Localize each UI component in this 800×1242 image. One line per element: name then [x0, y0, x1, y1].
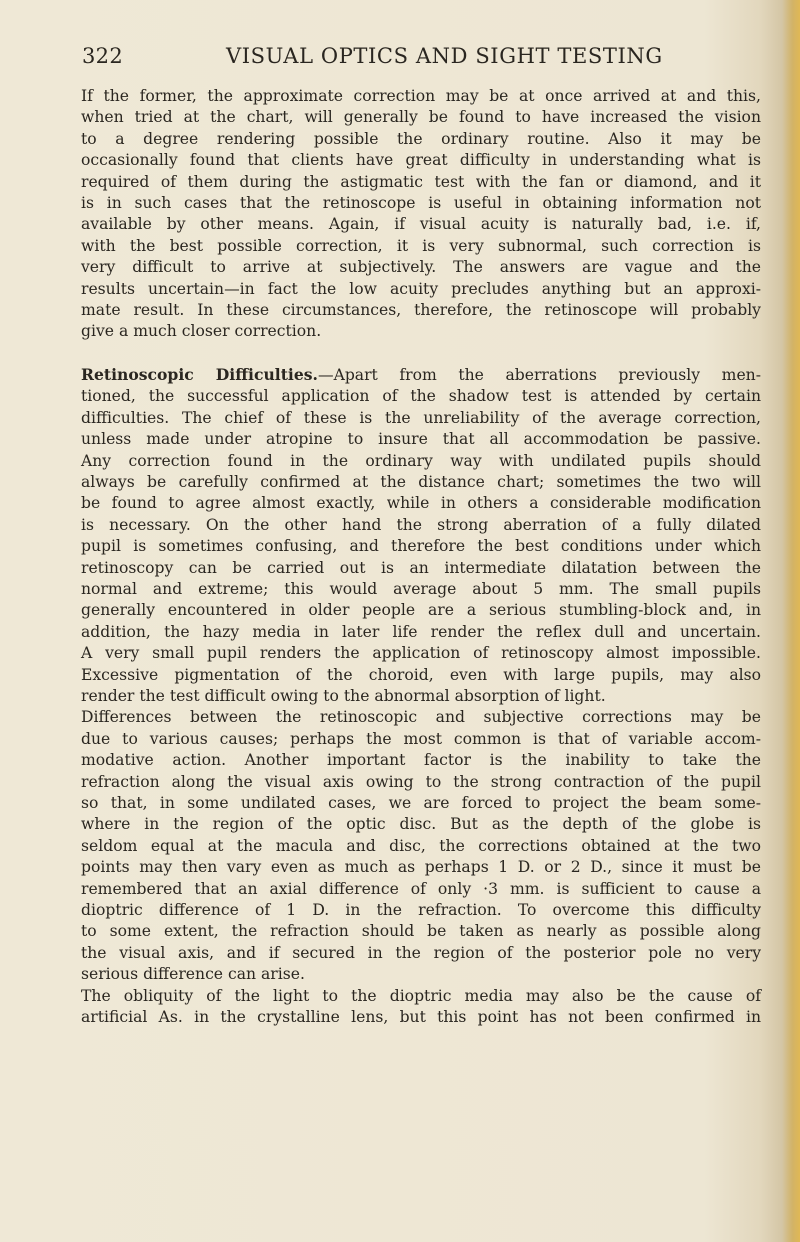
- text-line: Excessive pigmentation of the choroid, even with large pupils, may also: [81, 665, 761, 684]
- text-line: to a degree rendering possible the ordinary routine. Also it may be: [81, 129, 761, 148]
- paragraph-4: [81, 986, 761, 1029]
- text-line: so that, in some undilated cases, we are forced to project the beam some-: [81, 794, 761, 812]
- text-line: points may then vary even as much as perhaps 1 D. or 2 D., since it must be: [81, 858, 761, 877]
- text-line: occasionally found that clients have great difficulty in understanding what is: [81, 151, 761, 170]
- text-line: A very small pupil renders the application of retinoscopy almost impossible.: [81, 644, 761, 663]
- text-line: If the former, the approximate correction may be at once arrived at and this,: [81, 87, 761, 105]
- paragraph-3: [81, 707, 761, 985]
- page-edge-shading: [782, 0, 800, 1242]
- text-line: addition, the hazy media in later life render the reflex dull and uncertain.: [81, 622, 761, 641]
- text-line: due to various causes; perhaps the most common is that of variable accom-: [81, 729, 761, 748]
- text-line: is necessary. On the other hand the strong aberration of a fully dilated: [81, 515, 761, 534]
- text-line: dioptric difference of 1 D. in the refraction. To overcome this difficulty: [81, 901, 761, 920]
- paragraph-gap: [81, 343, 761, 364]
- text-line: where in the region of the optic disc. But as the depth of the globe is: [81, 815, 761, 834]
- text-line: tioned, the successful application of the shadow test is attended by certain: [81, 387, 761, 406]
- text-line: to some extent, the refraction should be taken as nearly as possible along: [81, 922, 761, 941]
- text-line: refraction along the visual axis owing to the strong contraction of the pupil: [81, 772, 761, 791]
- text-line: mate result. In these circumstances, therefore, the retinoscope will probably: [81, 301, 761, 320]
- text-line: always be carefully confirmed at the distance chart; sometimes the two will: [81, 472, 761, 491]
- text-line: when tried at the chart, will generally be found to have increased the vision: [81, 108, 761, 127]
- running-head: VISUAL OPTICS AND SIGHT TESTING: [226, 44, 663, 68]
- text-line: Differences between the retinoscopic and subjective corrections may be: [81, 708, 761, 727]
- text-line: seldom equal at the macula and disc, the corrections obtained at the two: [81, 836, 761, 855]
- section-heading: Retinoscopic Difficulties.: [81, 364, 318, 384]
- text-line: the visual axis, and if secured in the region of the posterior pole no very: [81, 943, 761, 962]
- body-text: [81, 86, 761, 1028]
- text-line: give a much closer correction.: [81, 322, 322, 341]
- paragraph-1: [81, 86, 761, 343]
- text-line: unless made under atropine to insure that all accommodation be passive.: [81, 430, 761, 449]
- text-line: render the test difficult owing to the abnormal absorption of light.: [81, 686, 606, 705]
- text-line: serious difference can arise.: [81, 965, 305, 984]
- text-line: generally encountered in older people are a serious stumbling-block and, in: [81, 601, 761, 620]
- text-fragment: —Apart from the aberrations previously men-: [317, 365, 761, 384]
- text-line: remembered that an axial difference of only ·3 mm. is sufficient to cause a: [81, 879, 761, 898]
- text-line: retinoscopy can be carried out is an intermediate dilatation between the: [81, 558, 761, 577]
- text-line: is in such cases that the retinoscope is useful in obtaining information not: [81, 194, 761, 213]
- text-line: pupil is sometimes confusing, and therefore the best conditions under which: [81, 537, 761, 556]
- text-line: modative action. Another important factor is the inability to take the: [81, 751, 761, 770]
- text-line-with-heading: [81, 364, 761, 386]
- text-line: The obliquity of the light to the dioptric media may also be the cause of: [81, 986, 761, 1005]
- text-line: with the best possible correction, it is very subnormal, such correction is: [81, 236, 761, 255]
- text-line: artificial As. in the crystalline lens, but this point has not been confirmed in: [81, 1008, 761, 1027]
- text-line: very difficult to arrive at subjectively. The answers are vague and the: [81, 258, 761, 277]
- text-line: required of them during the astigmatic test with the fan or diamond, and it: [81, 172, 761, 191]
- text-line: results uncertain—in fact the low acuity precludes anything but an approxi-: [81, 279, 761, 298]
- paragraph-2: [81, 364, 761, 708]
- text-line: normal and extreme; this would average about 5 mm. The small pupils: [81, 579, 761, 598]
- text-line: available by other means. Again, if visual acuity is naturally bad, i.e. if,: [81, 215, 761, 234]
- page-number: 322: [82, 44, 123, 68]
- page-header: [82, 44, 762, 72]
- text-line: Any correction found in the ordinary way with undilated pupils should: [81, 451, 761, 470]
- text-line: difficulties. The chief of these is the unreliability of the average correction,: [81, 408, 761, 427]
- text-line: be found to agree almost exactly, while in others a considerable modification: [81, 494, 761, 513]
